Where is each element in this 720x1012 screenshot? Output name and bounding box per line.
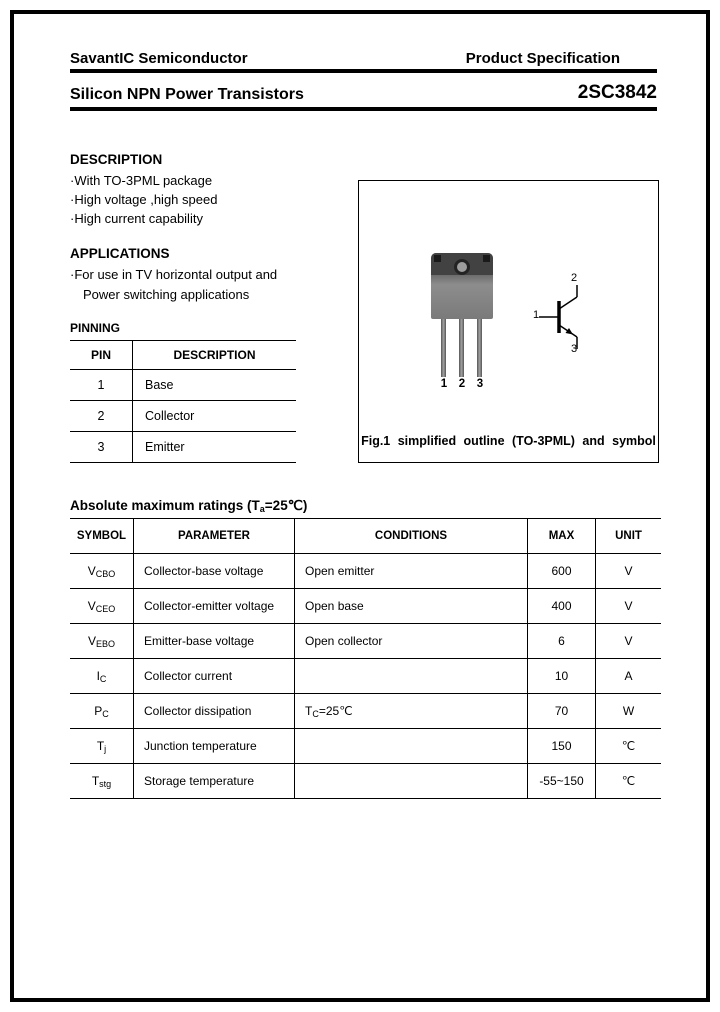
figure-box (358, 180, 659, 463)
conditions-cell (295, 764, 528, 799)
symbol-base: T (91, 773, 100, 788)
max-cell: -55~150 (528, 764, 596, 799)
symbol-emitter-label: 3 (571, 343, 578, 355)
symbol-subscript: EBO (96, 638, 116, 649)
symbol-cell (70, 694, 134, 729)
package-pin-label: 1 (440, 378, 448, 390)
symbol-cell (70, 624, 134, 659)
max-cell: 600 (528, 554, 596, 589)
conditions-cell (295, 729, 528, 764)
condition-text: =25℃ (318, 703, 353, 718)
symbol-base: V (87, 563, 96, 578)
ratings-row (70, 694, 661, 729)
unit-cell: ℃ (596, 764, 662, 799)
conditions-cell: Open base (295, 589, 528, 624)
company-name: SavantIC Semiconductor (70, 50, 248, 67)
parameter-column-header: PARAMETER (134, 519, 295, 554)
conditions-cell (295, 659, 528, 694)
description-list (70, 171, 217, 228)
pinning-row (70, 370, 296, 401)
description-item: ·With TO-3PML package (70, 173, 213, 188)
parameter-cell: Storage temperature (134, 764, 295, 799)
parameter-cell: Emitter-base voltage (134, 624, 295, 659)
unit-cell: V (596, 589, 662, 624)
pin-number: 1 (70, 370, 133, 401)
symbol-cell (70, 764, 134, 799)
transistor-symbol (529, 273, 599, 358)
conditions-cell: Open collector (295, 624, 528, 659)
unit-cell: W (596, 694, 662, 729)
unit-cell: ℃ (596, 729, 662, 764)
ratings-row (70, 659, 661, 694)
parameter-cell: Junction temperature (134, 729, 295, 764)
condition-base: T (305, 703, 313, 718)
pin-description: Emitter (133, 432, 297, 463)
max-cell: 150 (528, 729, 596, 764)
symbol-subscript: CEO (95, 603, 116, 614)
package-notch (483, 255, 490, 262)
symbol-column-header: SYMBOL (70, 519, 134, 554)
symbol-base-label: 1 (533, 309, 540, 321)
symbol-cell (70, 659, 134, 694)
parameter-cell: Collector-base voltage (134, 554, 295, 589)
pin-number: 3 (70, 432, 133, 463)
pinning-header-row (70, 341, 296, 370)
conditions-cell (295, 694, 528, 729)
max-cell: 400 (528, 589, 596, 624)
ratings-heading-sub: a (259, 504, 265, 514)
parameter-cell: Collector current (134, 659, 295, 694)
package-leg (477, 319, 482, 377)
figure-caption: Fig.1 simplified outline (TO-3PML) and symbol (361, 434, 656, 448)
symbol-cell (70, 589, 134, 624)
max-cell: 70 (528, 694, 596, 729)
unit-cell: V (596, 554, 662, 589)
unit-cell: A (596, 659, 662, 694)
ratings-header-row (70, 519, 661, 554)
description-column-header: DESCRIPTION (133, 341, 297, 370)
mounting-hole (454, 259, 470, 275)
package-leg (459, 319, 464, 377)
ratings-row (70, 554, 661, 589)
symbol-subscript: C (99, 673, 107, 684)
applications-heading: APPLICATIONS (70, 246, 170, 261)
symbol-base: T (96, 738, 105, 753)
symbol-subscript: stg (99, 778, 112, 789)
symbol-cell (70, 729, 134, 764)
symbol-subscript: CBO (95, 568, 116, 579)
symbol-subscript: j (104, 743, 107, 754)
applications-item: Power switching applications (83, 286, 250, 302)
applications-item: ·For use in TV horizontal output and (70, 267, 278, 282)
pinning-row (70, 432, 296, 463)
ratings-table (70, 518, 661, 799)
conditions-column-header: CONDITIONS (295, 519, 528, 554)
pin-column-header: PIN (70, 341, 133, 370)
page-title: Silicon NPN Power Transistors (70, 86, 304, 103)
ratings-row (70, 624, 661, 659)
pinning-row (70, 401, 296, 432)
package-leg (441, 319, 446, 377)
conditions-cell: Open emitter (295, 554, 528, 589)
parameter-cell: Collector dissipation (134, 694, 295, 729)
description-item: ·High current capability (70, 211, 203, 226)
title-divider (70, 107, 657, 111)
ratings-row (70, 589, 661, 624)
max-column-header: MAX (528, 519, 596, 554)
package-body (431, 253, 493, 319)
max-cell: 10 (528, 659, 596, 694)
npn-symbol-drawing (529, 273, 599, 358)
description-heading: DESCRIPTION (70, 152, 163, 167)
symbol-base: P (94, 703, 103, 718)
package-pin-label: 2 (458, 378, 466, 390)
part-number: 2SC3842 (577, 82, 657, 103)
ratings-heading-text: =25℃) (264, 498, 308, 513)
symbol-collector-label: 2 (571, 272, 578, 284)
pinning-heading: PINNING (70, 321, 121, 335)
unit-cell: V (596, 624, 662, 659)
unit-column-header: UNIT (596, 519, 662, 554)
pin-description: Base (133, 370, 297, 401)
product-spec-label: Product Specification (465, 50, 620, 67)
pinning-table (70, 340, 296, 463)
ratings-row (70, 764, 661, 799)
ratings-row (70, 729, 661, 764)
package-pin-label: 3 (476, 378, 484, 390)
header-divider (70, 69, 657, 73)
ratings-heading (70, 498, 307, 514)
condition-subscript: C (312, 708, 319, 719)
ratings-heading-text: Absolute maximum ratings (T (70, 498, 260, 513)
pin-number: 2 (70, 401, 133, 432)
symbol-base: V (87, 598, 96, 613)
applications-list (70, 265, 277, 304)
description-item: ·High voltage ,high speed (70, 192, 218, 207)
symbol-cell (70, 554, 134, 589)
symbol-subscript: C (102, 708, 109, 719)
pin-description: Collector (133, 401, 297, 432)
package-notch (434, 255, 441, 262)
max-cell: 6 (528, 624, 596, 659)
parameter-cell: Collector-emitter voltage (134, 589, 295, 624)
symbol-base: V (87, 633, 96, 648)
symbol-base: I (96, 668, 100, 683)
